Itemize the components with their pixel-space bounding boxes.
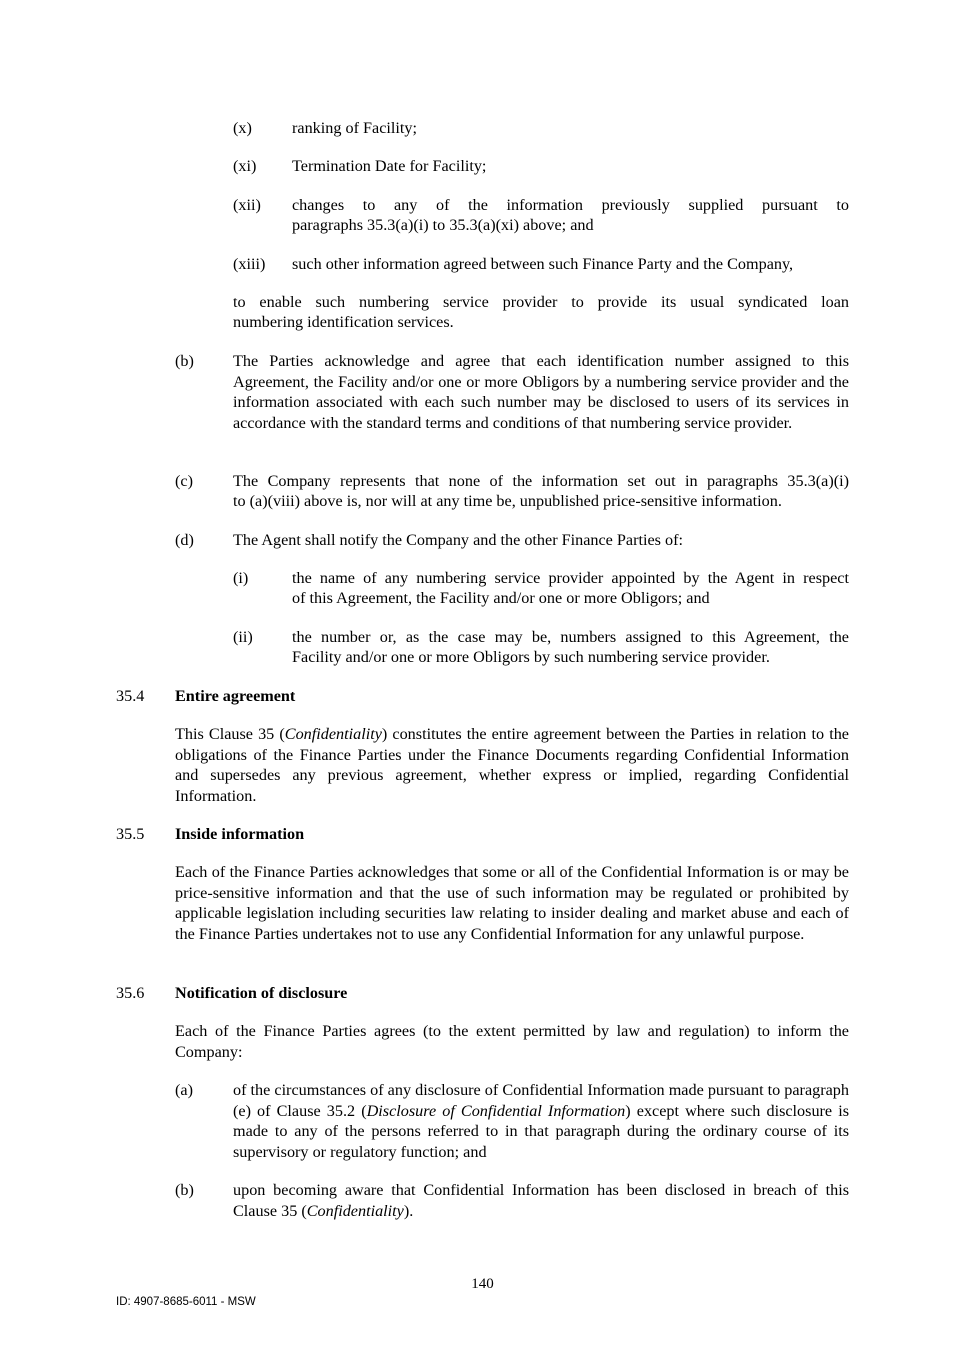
para-d-ii-label: (ii) <box>233 628 253 646</box>
para-d-label: (d) <box>175 531 194 549</box>
item-x-text: ranking of Facility; <box>292 119 417 137</box>
item-xi-label: (xi) <box>233 157 257 175</box>
section-354-heading: Entire agreement <box>175 687 296 705</box>
para-d-i-line2: of this Agreement, the Facility and/or one or more Obligors; and <box>292 589 710 607</box>
section-356-b-italic: Confidentiality <box>306 1201 404 1220</box>
item-xiii-label: (xiii) <box>233 255 266 273</box>
page-number: 140 <box>471 1276 494 1292</box>
para-c-label: (c) <box>175 472 193 490</box>
section-354-italic: Confidentiality <box>284 725 382 743</box>
item-xii-text-line2: paragraphs 35.3(a)(i) to 35.3(a)(xi) above; and <box>292 216 594 234</box>
para-d-i-label: (i) <box>233 569 249 587</box>
item-xi-text: Termination Date for Facility; <box>292 157 487 175</box>
para-c-line2: to (a)(viii) above is, nor will at any time be, unpublished price-sensitive information. <box>233 492 782 510</box>
para-c-line1: The Company represents that none of the information set out in paragraphs 35.3(a)(i) <box>233 472 849 490</box>
item-xiii-text: such other information agreed between such Finance Party and the Company, <box>292 255 794 273</box>
document-id: ID: 4907-8685-6011 - MSW <box>116 1296 256 1308</box>
section-354-number: 35.4 <box>116 687 145 705</box>
section-356-intro: Each of the Finance Parties agrees (to the extent permitted by law and regulation) to inform the Company: <box>175 1022 849 1061</box>
para-d-text: The Agent shall notify the Company and the other Finance Parties of: <box>233 531 684 549</box>
section-355-number: 35.5 <box>116 825 145 843</box>
para-d-i-line1: the name of any numbering service provider appointed by the Agent in respect <box>292 569 849 587</box>
section-356-b-label: (b) <box>175 1181 194 1199</box>
para-d-ii-line1: the number or, as the case may be, numbers assigned to this Agreement, the <box>292 628 849 646</box>
section-356-a-italic: Disclosure of Confidential Information <box>366 1101 626 1120</box>
section-356-heading: Notification of disclosure <box>175 984 348 1002</box>
item-xii-label: (xii) <box>233 196 261 214</box>
continuation-line2: numbering identification services. <box>233 313 454 331</box>
continuation-line1: to enable such numbering service provider to provide its usual syndicated loan <box>233 293 849 311</box>
para-b-text: The Parties acknowledge and agree that each identification number assigned to this Agreement, the Facility and/or one or more Obligors by a numbering service provider and the information associated with each such number may be disclosed to users of its services in accordance with the standard terms and conditions of that numbering service provider. <box>233 352 849 432</box>
para-d-ii-line2: Facility and/or one or more Obligors by such numbering service provider. <box>292 648 770 666</box>
section-356-a-text: of the circumstances of any disclosure of Confidential Information made pursuant to paragraph (e) of Clause 35.2 (Disclosure of Confidential Information) except where such disclosure is made to any of the persons referred to in that paragraph during the ordinary course of its supervisory or regulatory function; and <box>233 1081 850 1161</box>
section-354-body: This Clause 35 (Confidentiality) constitutes the entire agreement between the Parties in relation to the obligations of the Finance Parties under the Finance Documents regarding Confidential Information and supersedes any previous agreement, whether express or implied, regarding Confidential Information. <box>175 725 849 805</box>
item-xii-text-line1: changes to any of the information previously supplied pursuant to <box>292 196 849 214</box>
para-b-label: (b) <box>175 352 194 370</box>
section-356-b-text: upon becoming aware that Confidential Information has been disclosed in breach of this Clause 35 (Confidentiality). <box>233 1181 849 1220</box>
section-356-a-label: (a) <box>175 1081 193 1099</box>
section-356-number: 35.6 <box>116 984 145 1002</box>
section-355-body: Each of the Finance Parties acknowledges that some or all of the Confidential Information is or may be price-sensitive information and that the use of such information may be regulated or prohibited by applicable legislation including securities law relating to insider dealing and market abuse and each of the Finance Parties undertakes not to use any Confidential Information for any unlawful purpose. <box>175 863 849 943</box>
section-355-heading: Inside information <box>175 825 305 843</box>
item-x-label: (x) <box>233 119 252 137</box>
